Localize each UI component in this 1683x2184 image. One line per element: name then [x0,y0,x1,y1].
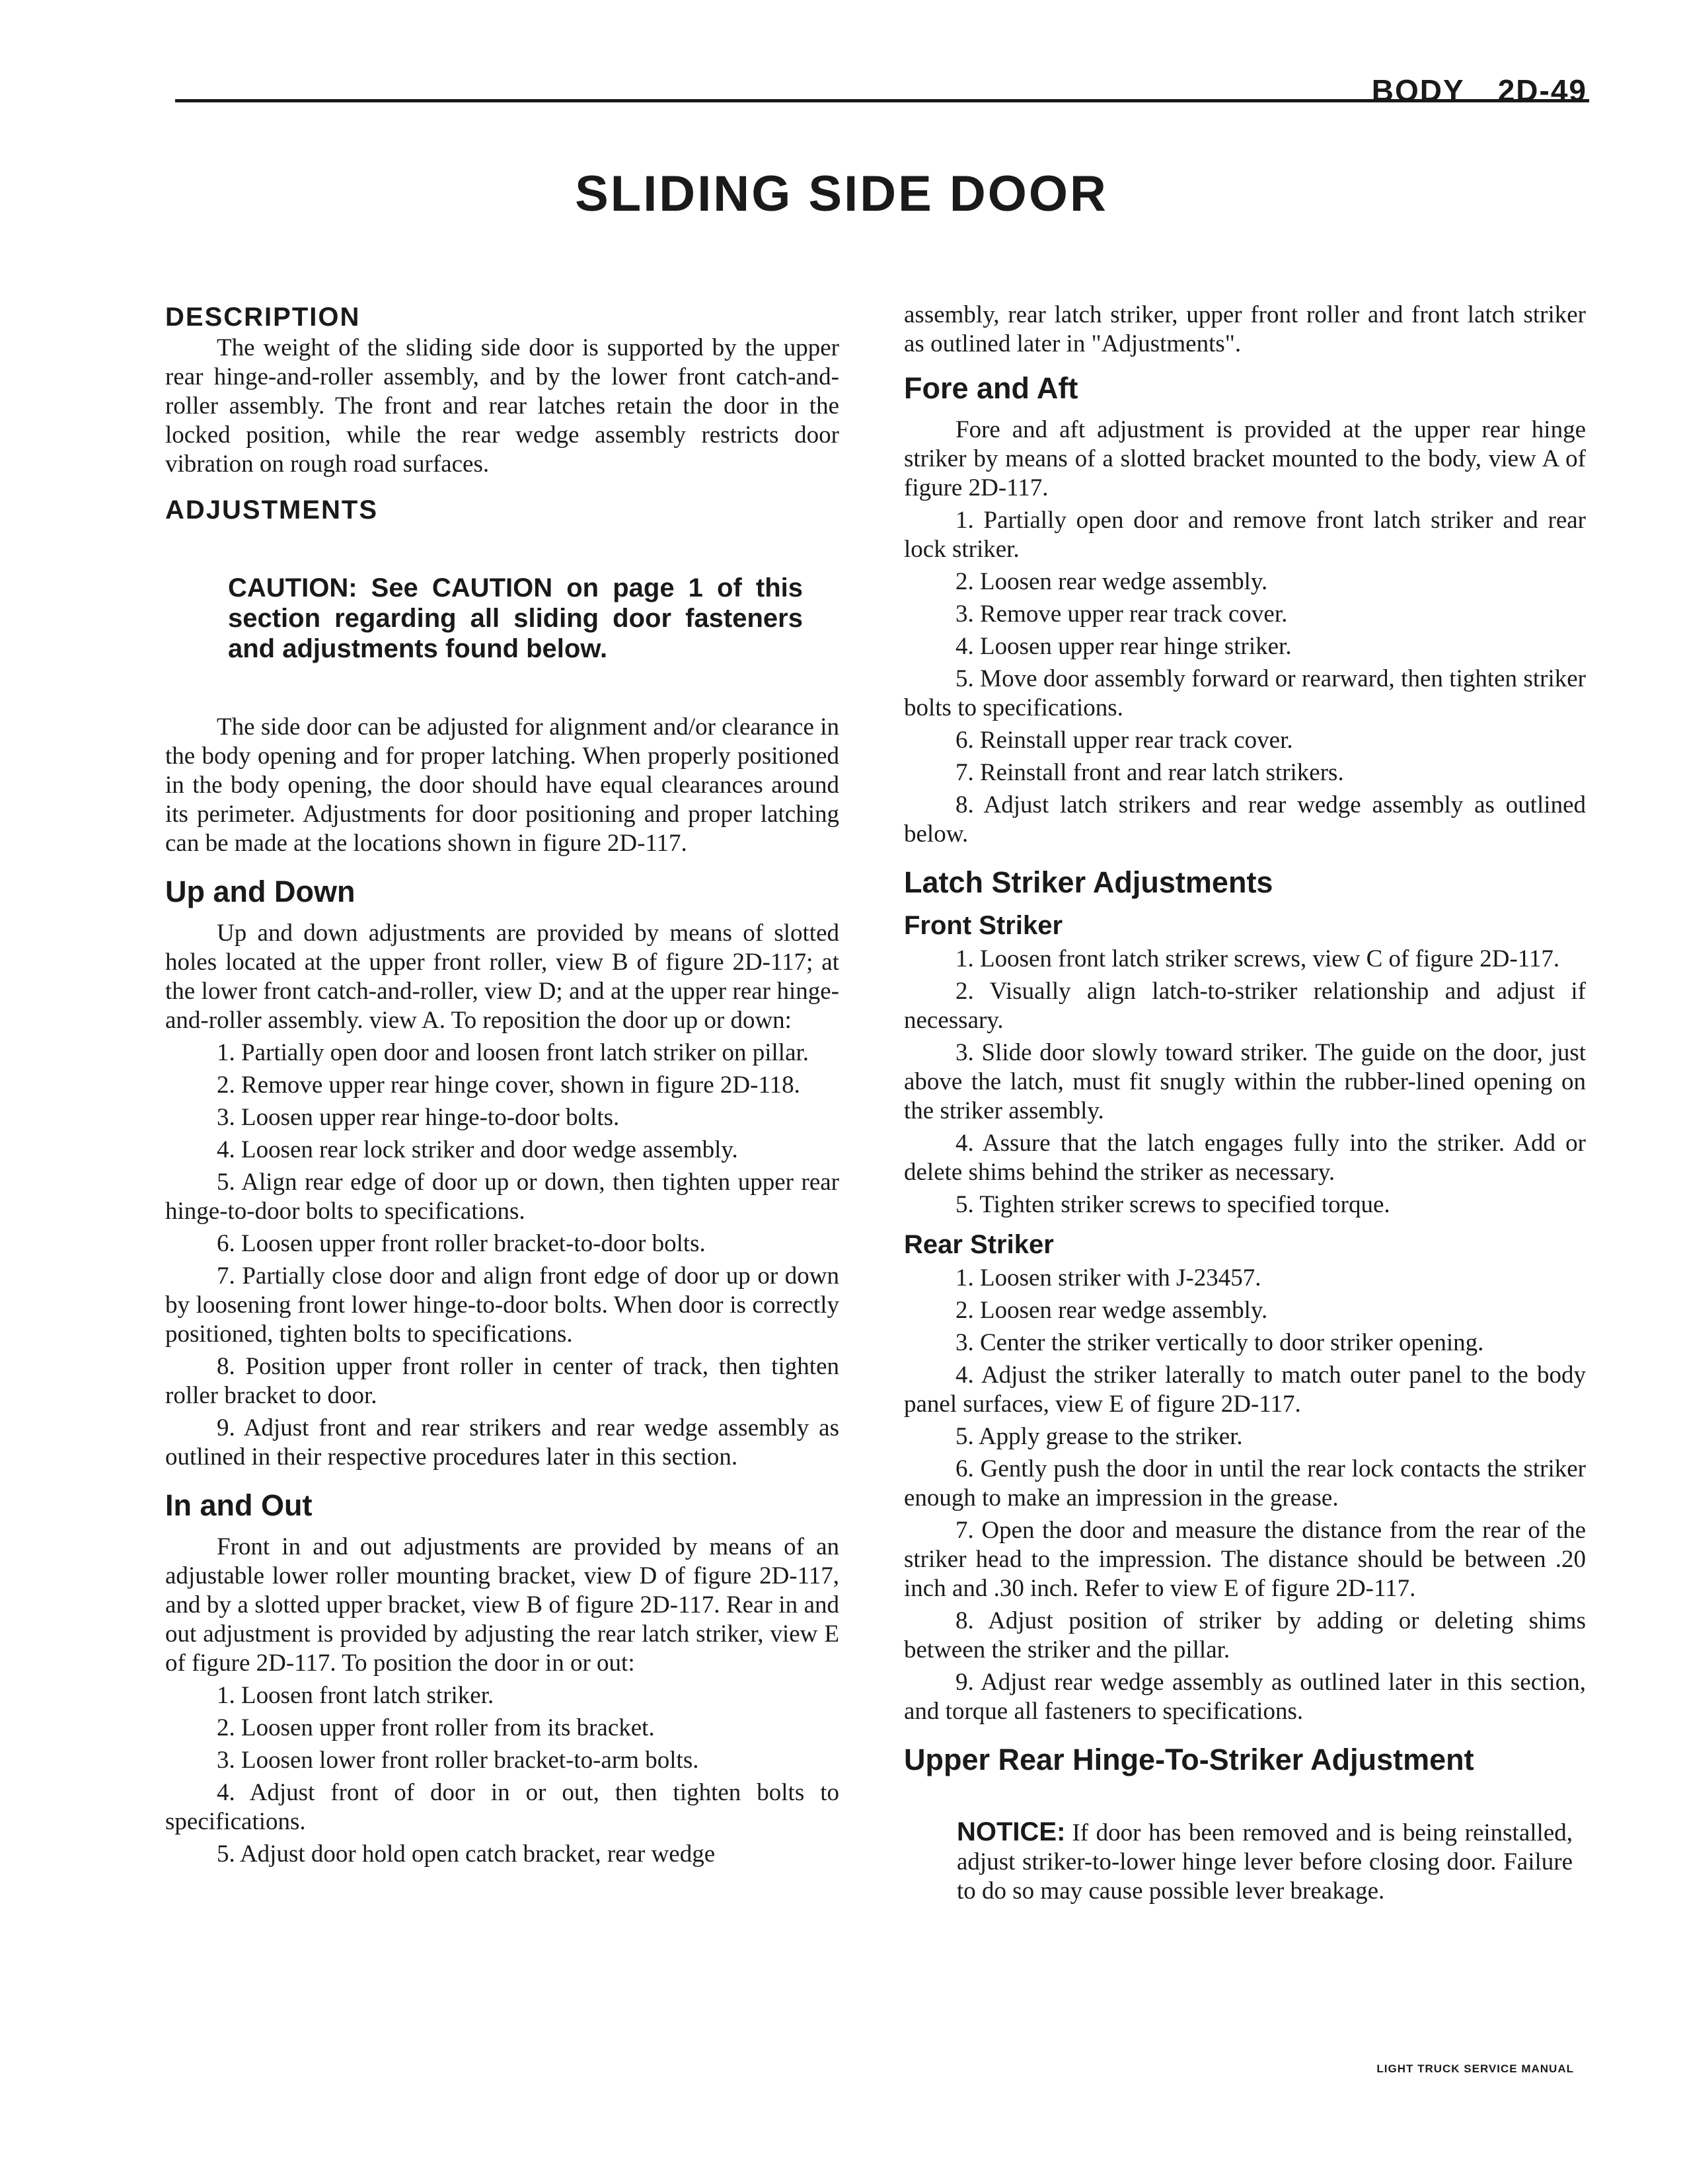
list-item: 2. Loosen rear wedge assembly. [955,1297,1268,1324]
list-item: 3. Center the striker vertically to door striker opening. [955,1329,1484,1356]
list-item: 5. Tighten striker screws to specified torque. [955,1191,1390,1218]
list-item: 3. Loosen upper rear hinge-to-door bolts. [217,1104,620,1131]
running-header [1339,73,1587,108]
list-item: 2. Visually align latch-to-striker relationship and adjust if necessary. [904,978,1586,1034]
fore-and-aft-heading: Fore and Aft [904,371,1078,405]
list-item: 2. Remove upper rear hinge cover, shown in figure 2D-118. [217,1072,800,1099]
list-item: 4. Adjust the striker laterally to match outer panel to the body panel surfaces, view E of figure 2D-117. [904,1362,1586,1418]
list-item: 2. Loosen rear wedge assembly. [955,568,1268,595]
list-item: 2. Loosen upper front roller from its bracket. [217,1714,655,1741]
list-item: 5. Move door assembly forward or rearward, then tighten striker bolts to specifications. [904,665,1586,721]
list-item: 4. Adjust front of door in or out, then tighten bolts to specifications. [165,1779,839,1835]
page-title: SLIDING SIDE DOOR [575,166,1108,222]
list-item: 8. Position upper front roller in center of track, then tighten roller bracket to door. [165,1353,839,1409]
hinge-striker-heading: Upper Rear Hinge-To-Striker Adjustment [904,1743,1474,1776]
list-item: 8. Adjust position of striker by adding or deleting shims between the striker and the pillar. [904,1607,1586,1663]
notice-label: NOTICE: [957,1817,1066,1846]
list-item: 5. Apply grease to the striker. [955,1423,1243,1450]
description-heading: DESCRIPTION [165,303,361,332]
adjustments-text: The side door can be adjusted for alignment and/or clearance in the body opening and for proper latching. When properly positioned in the body opening, the door should have equal clearances around its perimeter. Adjustments for door positioning and proper latching can be made at the locations shown in figure 2D-117. [165,713,839,857]
left-column [165,301,839,1869]
header-section: BODY [1371,73,1465,108]
adjustments-heading: ADJUSTMENTS [165,495,379,525]
list-item: 4. Loosen upper rear hinge striker. [955,633,1292,660]
list-item: 1. Loosen front latch striker screws, view C of figure 2D-117. [955,945,1560,972]
list-item: 1. Loosen striker with J-23457. [955,1264,1261,1292]
list-item: 8. Adjust latch strikers and rear wedge assembly as outlined below. [904,791,1586,848]
in-and-out-text: Front in and out adjustments are provided by means of an adjustable lower roller mounting bracket, view D of figure 2D-117, and by a slotted upper bracket, view B of figure 2D-117. Rear in and out adjustment is provided by adjusting the rear latch striker, view E of figure 2D-117. To position the door in or out: [165,1533,839,1677]
list-item: 7. Reinstall front and rear latch strikers. [955,759,1344,786]
description-text: The weight of the sliding side door is supported by the upper rear hinge-and-roller assembly, and by the lower front catch-and-roller assembly. The front and rear latches retain the door in the locked position, while the rear wedge assembly restricts door vibration on rough road surfaces. [165,334,839,478]
fore-and-aft-text: Fore and aft adjustment is provided at the upper rear hinge striker by means of a slotted bracket mounted to the body, view A of figure 2D-117. [904,416,1586,501]
right-column [904,301,1586,1906]
header-page-number: 2D-49 [1497,73,1587,108]
caution-box: CAUTION: See CAUTION on page 1 of this section regarding all sliding door fasteners and adjustments found below. [228,573,803,663]
list-item: 1. Partially open door and remove front latch striker and rear lock striker. [904,507,1586,563]
up-and-down-heading: Up and Down [165,875,355,908]
front-striker-heading: Front Striker [904,911,1063,940]
list-item: 6. Reinstall upper rear track cover. [955,727,1293,754]
list-item: 1. Loosen front latch striker. [217,1682,494,1709]
list-item: 5. Align rear edge of door up or down, then tighten upper rear hinge-to-door bolts to specifications. [165,1169,839,1225]
up-and-down-text: Up and down adjustments are provided by means of slotted holes located at the upper front roller, view B of figure 2D-117; at the lower front catch-and-roller, view D; and at the upper rear hinge-and-roller assembly. view A. To reposition the door up or down: [165,920,839,1034]
footer-manual-name: LIGHT TRUCK SERVICE MANUAL [1376,2062,1574,2075]
list-item: 7. Open the door and measure the distance from the rear of the striker head to the impression. The distance should be between .20 inch and .30 inch. Refer to view E of figure 2D-117. [904,1517,1586,1602]
in-and-out-heading: In and Out [165,1488,313,1522]
list-item: 6. Gently push the door in until the rear lock contacts the striker enough to make an impression in the grease. [904,1455,1586,1511]
notice-text: If door has been removed and is being reinstalled, adjust striker-to-lower hinge lever before closing door. Failure to do so may cause possible lever breakage. [957,1819,1573,1905]
list-item: 3. Slide door slowly toward striker. The guide on the door, just above the latch, must fit snugly within the rubber-lined opening on the striker assembly. [904,1039,1586,1124]
list-item: 7. Partially close door and align front edge of door up or down by loosening front lower hinge-to-door bolts. When door is correctly positioned, tighten bolts to specifications. [165,1262,839,1348]
notice-box [957,1817,1573,1906]
list-item: 4. Assure that the latch engages fully into the striker. Add or delete shims behind the striker as necessary. [904,1130,1586,1186]
continued-text: assembly, rear latch striker, upper front roller and front latch striker as outlined later in "Adjustments". [904,301,1586,357]
latch-striker-heading: Latch Striker Adjustments [904,865,1273,899]
list-item: 5. Adjust door hold open catch bracket, rear wedge [217,1840,716,1868]
list-item: 6. Loosen upper front roller bracket-to-door bolts. [217,1230,706,1257]
list-item: 4. Loosen rear lock striker and door wedge assembly. [217,1136,738,1163]
list-item: 9. Adjust rear wedge assembly as outlined later in this section, and torque all fasteners to specifications. [904,1669,1586,1725]
rear-striker-heading: Rear Striker [904,1230,1054,1259]
list-item: 3. Loosen lower front roller bracket-to-arm bolts. [217,1747,699,1774]
list-item: 9. Adjust front and rear strikers and rear wedge assembly as outlined in their respective procedures later in this section. [165,1414,839,1471]
list-item: 3. Remove upper rear track cover. [955,601,1288,628]
list-item: 1. Partially open door and loosen front latch striker on pillar. [217,1039,809,1066]
